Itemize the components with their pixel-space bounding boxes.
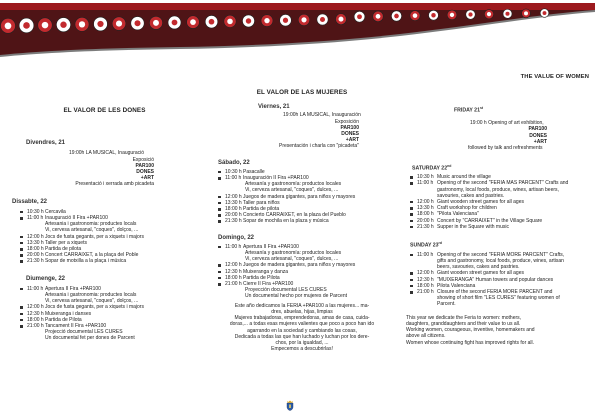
event-text: Partida de pilota <box>45 246 82 253</box>
event-text: Opening of the second "FERIA MAS PARCENT" Crafts and gastronomy, local foods, produce, wines, artisan beers, savouries, cakes and pastries. <box>437 180 569 199</box>
event-time: 10:30 h <box>417 174 434 181</box>
event-text: Taller per a xiquets <box>45 239 87 246</box>
event-sub-line: Vi, cerveza artesanal, "coques", dulces, ... <box>245 256 339 263</box>
event-time: 10:30 h <box>225 168 242 175</box>
paragraph-line: Empecemos a descubrirlas! <box>271 346 333 353</box>
schedule-item <box>218 218 392 224</box>
event-text: Cierre II Fira +PAR100 <box>243 281 294 288</box>
event-time: 13:30 h <box>417 205 434 212</box>
event-text: Jocs de fusta gegants, per a xiquets i majors <box>45 233 144 240</box>
event-time: 12:30 h <box>225 268 242 275</box>
event-text: Pilota Valenciana <box>437 282 476 289</box>
rosette-center <box>190 19 196 25</box>
rosette-center <box>227 19 233 25</box>
event-time: 18:00 h <box>27 246 44 253</box>
event-text: Inauguración II Fira +PAR100 <box>243 175 309 182</box>
event-text: Muixeranga y danza <box>243 268 289 275</box>
friday-detail-line: +ART <box>345 137 359 144</box>
friday-detail-line: DONES <box>341 131 359 138</box>
friday-detail-line: DONES <box>529 132 547 139</box>
event-sub-line: Vi, cerveza artesanal, "coques", dulces, ... <box>245 187 339 194</box>
rosette-center <box>320 17 325 22</box>
municipal-crest <box>286 400 294 411</box>
rosette-center <box>23 22 30 29</box>
rosette-center <box>283 18 288 23</box>
spanish-saturday-heading: Sábado, 22 <box>218 159 250 166</box>
friday-detail-line: Exposición <box>334 118 359 125</box>
event-sub-line: Vi, cervesa artesanal, "coques", dolços, ... <box>45 227 139 234</box>
catalan-friday-heading: Divendres, 21 <box>26 140 66 147</box>
friday-detail-line: PAR100 <box>340 124 359 131</box>
rosette-center <box>209 19 215 25</box>
friday-detail-line: +ART <box>533 138 547 145</box>
event-text: "Pilota Valenciana" <box>437 211 479 218</box>
paragraph-line: chos, por la igualdad, ... <box>275 339 329 346</box>
friday-detail-line: followed by talk and refreshments <box>468 144 543 151</box>
event-time: 21:30 h <box>27 258 44 265</box>
event-time: 18:00 h <box>225 206 242 213</box>
event-text: Partida de pilota <box>243 206 280 213</box>
schedule-item <box>218 175 392 181</box>
schedule-item <box>410 289 570 308</box>
catalan-saturday-heading: Dissabte, 22 <box>12 198 48 205</box>
english-saturday-heading: SATURDAY 22nd <box>412 164 452 172</box>
rosette-center <box>431 13 435 17</box>
event-text: Sopar de mochila en la plaza y música <box>243 218 329 225</box>
catalan-sunday-heading: Diumenge, 22 <box>26 275 66 282</box>
event-text: "MUIXERANGA" Human towers and popular dances <box>437 276 554 283</box>
rosette-center <box>60 22 66 28</box>
event-sub-line: Projecció documental LES CURES <box>45 329 123 336</box>
event-text: Apertura II Fira +PAR100 <box>45 285 101 292</box>
event-time: 18:00 h <box>27 316 44 323</box>
event-text: Muixeranga i danses <box>45 310 92 317</box>
column-catalan <box>12 108 187 342</box>
paragraph-line: Working women, courageous, inventive, homemakers and <box>406 327 535 334</box>
spanish-dedication-paragraph <box>212 303 392 353</box>
spanish-friday-details <box>212 119 359 150</box>
rosette-center <box>246 18 251 23</box>
english-friday-heading: FRIDAY 21st <box>454 106 484 114</box>
friday-detail-line: Exposició <box>132 156 154 163</box>
rosette-center <box>116 21 122 27</box>
event-text: Supper in the Square with music <box>437 223 509 230</box>
event-time: 12:00 h <box>27 304 44 311</box>
schedule-item <box>20 286 187 292</box>
rosette-center <box>413 13 418 18</box>
rosette-center <box>153 20 159 26</box>
catalan-sunday-list <box>20 286 187 342</box>
friday-detail-line: Presentación i charla con "picadeta" <box>279 143 359 150</box>
rosette-center <box>79 21 85 27</box>
paragraph-line: agarrando en la sociedad y cambiando las cosas, <box>247 327 357 334</box>
spanish-friday-heading: Viernes, 21 <box>258 104 290 111</box>
event-time: 12:30 h <box>417 276 434 283</box>
event-time: 18:00 h <box>417 282 434 289</box>
spanish-saturday-list <box>218 169 392 225</box>
event-text: Juegos de madera gigantes, para niños y mayores <box>243 193 356 200</box>
rosette-center <box>468 12 472 16</box>
rosette-center <box>42 22 49 29</box>
event-time: 12:00 h <box>27 233 44 240</box>
event-sub-line: Un documental hecho por mujeres de Parcent <box>245 293 348 300</box>
spanish-sunday-list <box>218 244 392 300</box>
spanish-friday-event: 19:00h LA MUSICAL, Inauguración <box>283 112 361 119</box>
english-title: THE VALUE OF WOMEN <box>520 74 589 80</box>
rosette-center <box>505 12 509 16</box>
event-sub-line: Artesania i gastronomia: productes locals <box>45 292 137 299</box>
event-text: Concierto CARRAIXET, en la plaza del Pueblo <box>243 212 346 219</box>
event-time: 11:00 h <box>225 243 242 250</box>
column-spanish <box>212 90 392 352</box>
column-english <box>406 74 589 346</box>
event-time: 12:00 h <box>225 193 242 200</box>
event-time: 18:00 h <box>417 211 434 218</box>
event-time: 11:00 h <box>417 251 434 258</box>
event-time: 21:30 h <box>225 218 242 225</box>
event-sub-line: Artesanía y gastronomía: productos locales <box>245 250 342 257</box>
event-text: Tancament II Fira +PAR100 <box>45 323 107 330</box>
event-text: Craft workshop for children <box>437 205 497 212</box>
event-time: 18:00 h <box>225 274 242 281</box>
friday-detail-line: DONES <box>136 169 154 176</box>
event-sub-line: Vi, cervesa artesanal, "coques", dolços, ... <box>45 298 139 305</box>
rosette-center <box>376 14 381 19</box>
schedule-item <box>410 252 570 271</box>
friday-detail-line: PAR100 <box>135 162 154 169</box>
event-time: 12:00 h <box>417 270 434 277</box>
friday-detail-line: Presentació i xerrada amb picadeta <box>75 181 154 188</box>
english-saturday-list <box>410 174 570 230</box>
event-text: Jocs de fusta gegants, per a xiquets i majors <box>45 304 144 311</box>
catalan-saturday-list <box>20 209 187 265</box>
english-friday-details <box>406 126 547 151</box>
rosette-center <box>357 14 362 19</box>
rosette-center <box>134 20 140 26</box>
event-text: Sopar de motxilla a la plaça i música <box>45 258 127 265</box>
event-time: 20:00 h <box>27 252 44 259</box>
catalan-friday-details <box>12 157 154 188</box>
paragraph-line: Mujeres trabajadoras, emprendedoras, amas de casa, cuida- <box>234 315 370 322</box>
rosette-center <box>450 13 454 17</box>
event-sub-line: Proyección documental LES CURES <box>245 287 327 294</box>
event-text: Closure of the second FERIA MORE PARCENT and showing of short film "LES CURES" featuring women of Parcent. <box>437 289 560 308</box>
paragraph-line: above all citizens. <box>406 333 446 340</box>
catalan-title: EL VALOR DE LES DONES <box>63 107 146 114</box>
event-sub-line: Artesania i gastronomia: productes locals <box>45 221 137 228</box>
catalan-friday-event: 19:00h LA MUSICAL, Inauguració <box>69 150 145 157</box>
event-text: Music around the village <box>437 174 491 181</box>
event-text: Cercavila <box>45 208 66 215</box>
event-time: 12:30 h <box>27 310 44 317</box>
event-text: Giant wooden street games for all ages <box>437 198 524 205</box>
spanish-sunday-heading: Domingo, 22 <box>218 234 255 241</box>
rosette-center <box>172 20 178 26</box>
schedule-item <box>20 215 187 221</box>
rosette-center <box>524 11 528 15</box>
spanish-title: EL VALOR DE LAS MUJERES <box>256 89 348 96</box>
paragraph-line: doras,... a todas esas mujeres valientes que poco a poco han ido <box>229 321 375 328</box>
event-text: Giant wooden street games for all ages <box>437 270 524 277</box>
event-time: 11:00 h <box>27 285 44 292</box>
rosette-center <box>487 12 491 16</box>
rosette-center <box>301 17 306 22</box>
friday-detail-line: +ART <box>140 175 154 182</box>
english-sunday-heading: SUNDAY 23rd <box>410 240 443 249</box>
english-dedication-paragraph <box>406 315 576 346</box>
english-sunday-list <box>410 252 570 308</box>
event-text: Pasacalle <box>243 168 265 175</box>
rosette-center <box>264 18 269 23</box>
event-time: 21:00 h <box>417 289 434 296</box>
event-text: Opening of the second "FERIA MORE PARCENT" Crafts, gifts and gastronomy, local foods, produce, wines, artisan beers, savouries, cakes and pastries. <box>437 251 565 271</box>
schedule-item <box>410 224 570 230</box>
rosette-center <box>97 21 103 27</box>
event-time: 21:00 h <box>27 323 44 330</box>
schedule-item <box>410 180 570 199</box>
event-text: Concert CARRAIXET, a la plaça del Poble <box>45 252 139 259</box>
event-text: Apertura II Fira +PAR100 <box>243 243 299 250</box>
event-time: 12:00 h <box>225 262 242 269</box>
event-time: 10:30 h <box>27 208 44 215</box>
event-time: 11:00 h <box>27 215 44 222</box>
rosette-center <box>543 11 547 15</box>
paragraph-line: daughters, granddaughters and their value to us all. <box>406 320 521 327</box>
paragraph-line: Dedicada a todas las que han luchado y luchan por los dere- <box>234 333 370 340</box>
event-text: Concert by "CARRAIXET" in the Village Square <box>437 217 543 224</box>
event-time: 11:00 h <box>225 175 242 182</box>
event-sub-line: Artesanía y gastronomía: productos locales <box>245 181 342 188</box>
event-time: 13:30 h <box>225 199 242 206</box>
event-time: 11:00 h <box>417 180 434 187</box>
schedule-item <box>218 244 392 250</box>
friday-detail-line: PAR100 <box>528 126 547 133</box>
paragraph-line: Women whose continuing fight has improved rights for all. <box>406 339 535 346</box>
event-text: Partida de Pilota <box>243 274 280 281</box>
schedule-item <box>20 258 187 264</box>
english-friday-event: 19:00 h Opening of art exhibition, <box>470 120 544 127</box>
event-time: 21:30 h <box>417 223 434 230</box>
event-text: Inauguració II Fira +PAR100 <box>45 215 108 222</box>
event-text: Partida de Pilota <box>45 316 82 323</box>
schedule-item <box>218 281 392 287</box>
paragraph-line: Este año dedicamos la FERIA +PAR100 a las mujeres... ma- <box>234 302 370 309</box>
event-text: Juegos de madera gigantes, para niños y mayores <box>243 262 356 269</box>
rosette-center <box>339 17 344 22</box>
event-time: 12:00 h <box>417 198 434 205</box>
event-time: 20:00 h <box>417 217 434 224</box>
event-sub-line: Un documental fet per dones de Parcent <box>45 335 135 342</box>
event-time: 20:00 h <box>225 212 242 219</box>
event-text: Taller para niños <box>243 199 280 206</box>
decorative-banner <box>0 0 595 80</box>
event-time: 21:00 h <box>225 281 242 288</box>
schedule-item <box>20 323 187 329</box>
rosette-center <box>5 22 12 29</box>
event-time: 13:30 h <box>27 239 44 246</box>
paragraph-line: This year we dedicate the Feria to women: mothers, <box>406 314 522 321</box>
rosette-center <box>394 14 399 19</box>
paragraph-line: dres, abuelas, hijas, limpias <box>271 308 333 315</box>
